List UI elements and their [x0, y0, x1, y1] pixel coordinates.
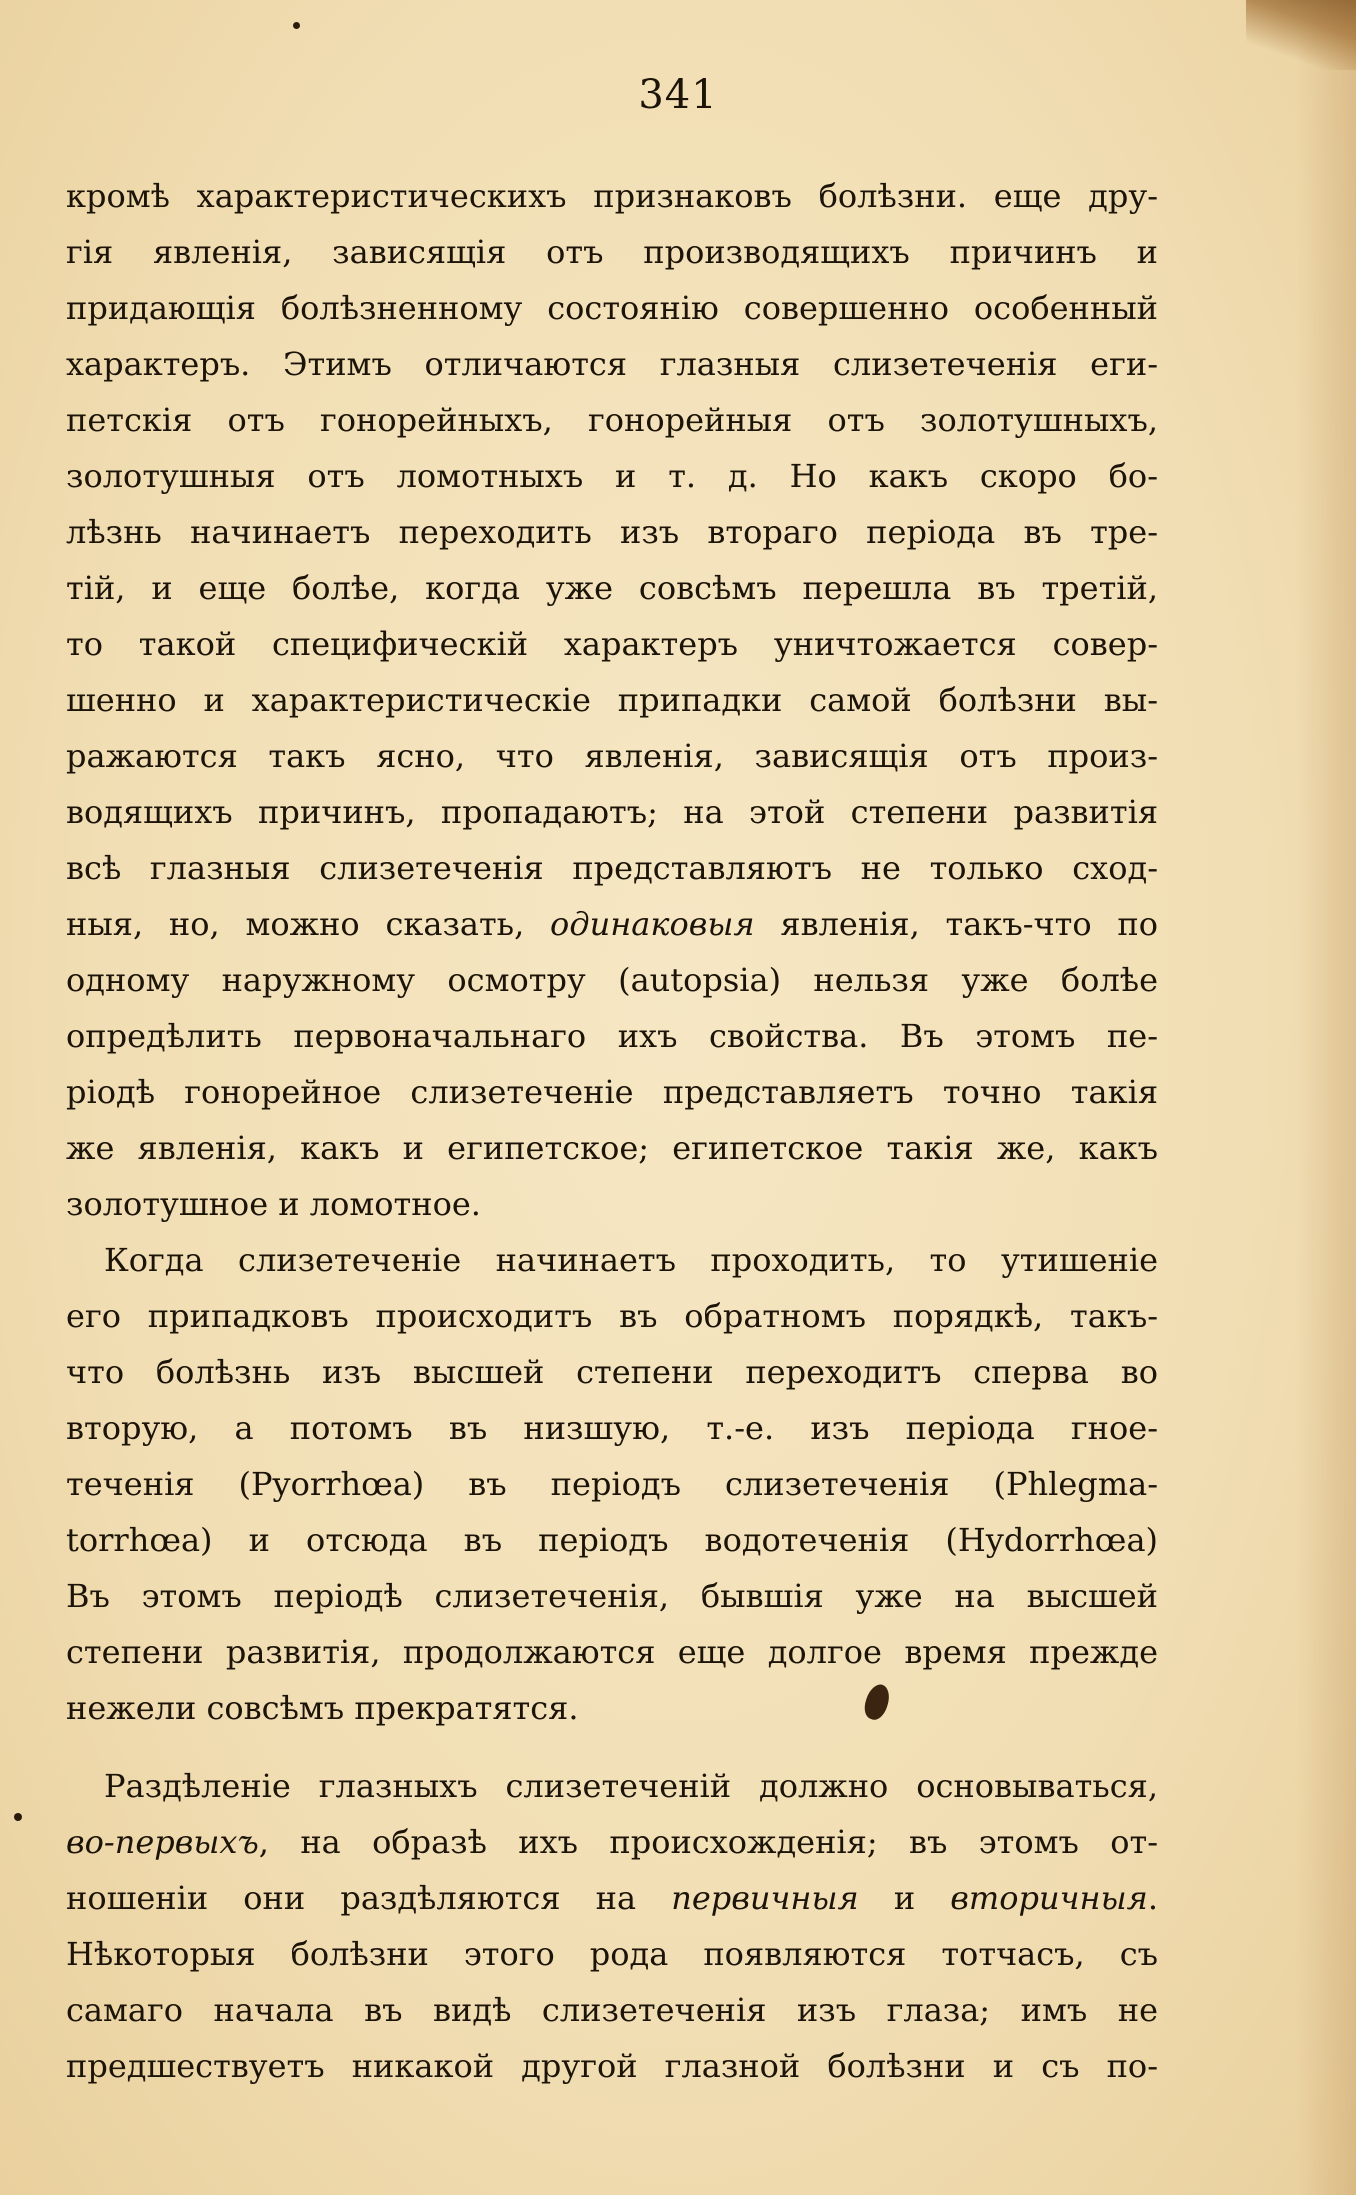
text-line: водящихъ причинъ, пропадаютъ; на этой степени развитія [66, 793, 1158, 831]
text-line: гія явленія, зависящія отъ производящихъ причинъ и [66, 233, 1158, 271]
text-line: лѣзнь начинаетъ переходить изъ втораго періода въ тре- [66, 513, 1158, 551]
edge-stain [1296, 0, 1356, 2195]
text-line: шенно и характеристическіе припадки самой болѣзни вы- [66, 681, 1158, 719]
text-line: Въ этомъ періодѣ слизетеченія, бывшія уже на высшей [66, 1577, 1158, 1615]
text-line: золотушное и ломотное. [66, 1185, 481, 1223]
text-line: теченія (Pyorrhœa) въ періодъ слизетеченія (Phlegma- [66, 1465, 1158, 1503]
text-line: золотушныя отъ ломотныхъ и т. д. Но какъ скоро бо- [66, 457, 1158, 495]
text-line: предшествуетъ никакой другой глазной болѣзни и съ по- [66, 2047, 1158, 2085]
text-line: ражаются такъ ясно, что явленія, зависящія отъ произ- [66, 737, 1158, 775]
text-line: кромѣ характеристическихъ признаковъ болѣзни. еще дру- [66, 177, 1158, 215]
text-line: ныя, но, можно сказать, одинаковыя явленія, такъ-что по [66, 905, 1159, 943]
text-line: всѣ глазныя слизетеченія представляютъ не только сход- [66, 849, 1158, 887]
text-line: ношеніи они раздѣляются на первичныя и вторичныя. [66, 1879, 1159, 1917]
page-number: 341 [638, 72, 718, 118]
text-line: ріодѣ гонорейное слизетеченіе представляетъ точно такія [66, 1073, 1158, 1111]
body-text [66, 168, 1158, 2094]
ink-dot [14, 1813, 22, 1821]
text-line: то такой специфическій характеръ уничтожается совер- [66, 625, 1158, 663]
text-line: степени развитія, продолжаются еще долгое время прежде [66, 1633, 1158, 1671]
paragraph-gap [66, 1736, 1158, 1758]
ink-dot [293, 22, 300, 29]
text-line: что болѣзнь изъ высшей степени переходитъ сперва во [66, 1353, 1158, 1391]
text-line: во-первыхъ, на образѣ ихъ происхожденія; въ этомъ от- [66, 1823, 1158, 1861]
text-line: Нѣкоторыя болѣзни этого рода появляются тотчасъ, съ [66, 1935, 1158, 1973]
text-line: придающія болѣзненному состоянію совершенно особенный [66, 289, 1158, 327]
text-line: Раздѣленіе глазныхъ слизетеченій должно основываться, [104, 1767, 1158, 1805]
text-line: же явленія, какъ и египетское; египетское такія же, какъ [66, 1129, 1158, 1167]
text-line: петскія отъ гонорейныхъ, гонорейныя отъ золотушныхъ, [66, 401, 1158, 439]
text-line: одному наружному осмотру (autopsia) нельзя уже болѣе [66, 961, 1158, 999]
text-line: вторую, а потомъ въ низшую, т.-е. изъ періода гное- [66, 1409, 1158, 1447]
text-line: его припадковъ происходитъ въ обратномъ порядкѣ, такъ- [66, 1297, 1158, 1335]
text-line: Когда слизетеченіе начинаетъ проходить, то утишеніе [104, 1241, 1158, 1279]
text-line: torrhœa) и отсюда въ періодъ водотеченія (Hydorrhœa) [66, 1521, 1158, 1559]
text-line: нежели совсѣмъ прекратятся. [66, 1689, 579, 1727]
text-line: тій, и еще болѣе, когда уже совсѣмъ перешла въ третій, [66, 569, 1158, 607]
text-line: самаго начала въ видѣ слизетеченія изъ глаза; имъ не [66, 1991, 1158, 2029]
text-line: характеръ. Этимъ отличаются глазныя слизетеченія еги- [66, 345, 1158, 383]
text-line: опредѣлить первоначальнаго ихъ свойства. Въ этомъ пе- [66, 1017, 1158, 1055]
